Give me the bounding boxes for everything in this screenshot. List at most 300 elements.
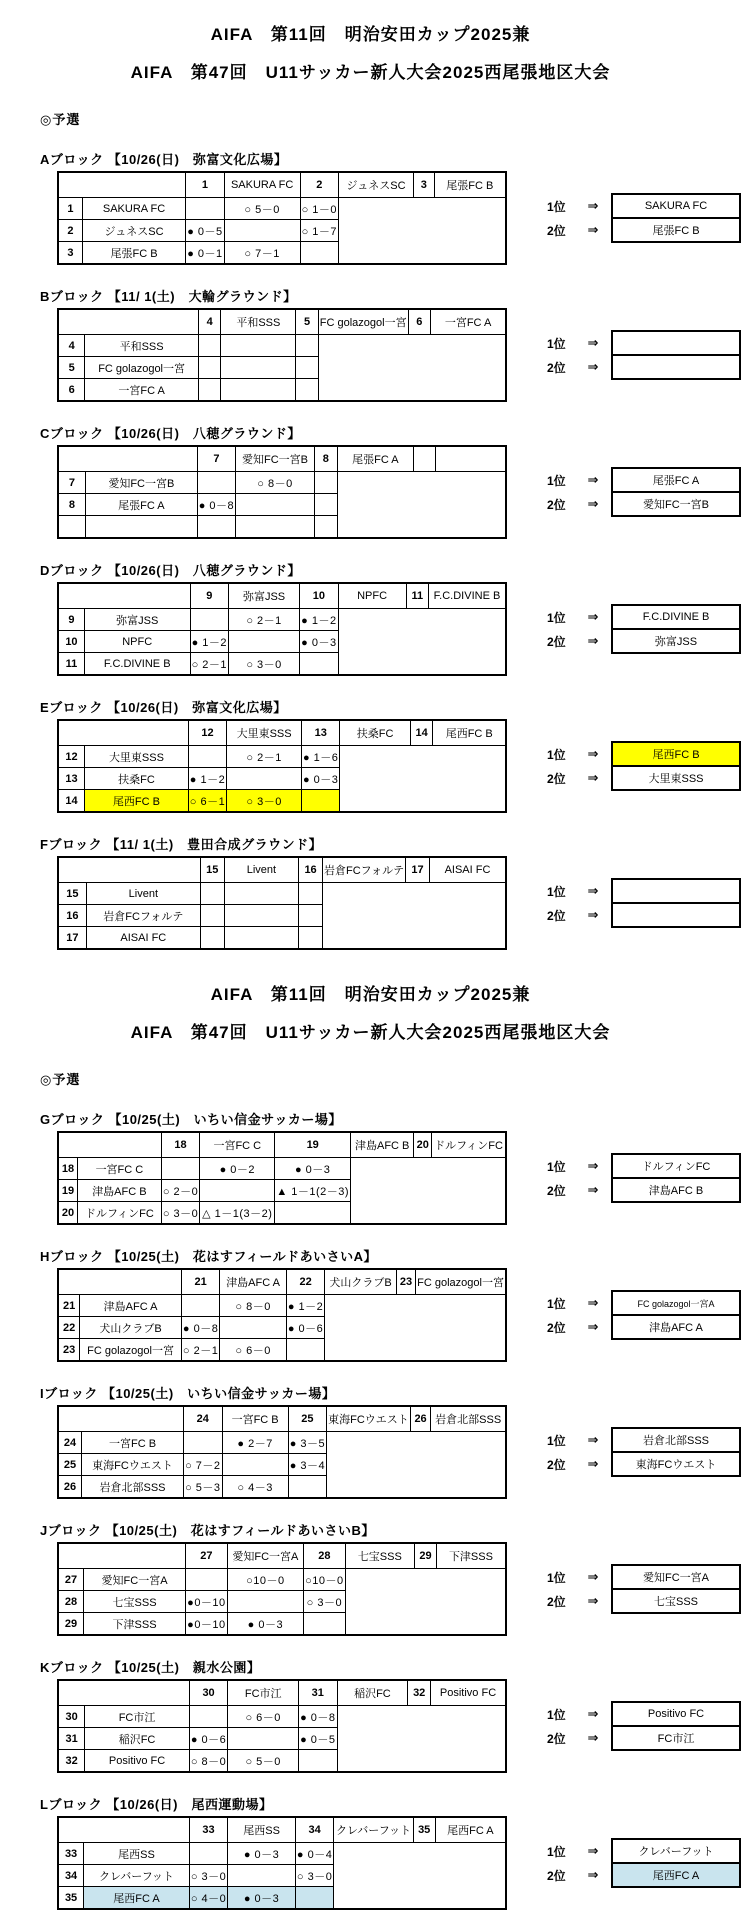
score-cell	[198, 357, 221, 379]
column-team-name: 津島AFC B	[351, 1132, 414, 1158]
score-cell: ● 1－2	[188, 768, 226, 790]
column-team-name: F.C.DIVINE B	[428, 583, 506, 609]
rank-team-box	[611, 330, 741, 356]
score-cell	[197, 516, 235, 539]
rank-team-box: 愛知FC一宮B	[611, 491, 741, 517]
block-title: Iブロック 【10/25(土) いちい信金サッカー場】	[40, 1386, 336, 1401]
block-body-row	[40, 856, 741, 950]
table-header-row	[58, 1543, 506, 1569]
table-row	[58, 631, 506, 653]
column-team-name: クレバーフット	[334, 1817, 413, 1843]
rank-label: 2位	[547, 1868, 566, 1883]
rank-label: 1位	[547, 473, 566, 488]
row-number: 34	[58, 1865, 84, 1887]
score-cell	[220, 1317, 287, 1339]
row-team-name: 津島AFC A	[80, 1295, 182, 1317]
block-body-row	[40, 308, 741, 402]
score-cell	[296, 379, 319, 402]
column-number: 18	[161, 1132, 199, 1158]
rank-row	[547, 1427, 741, 1453]
score-cell	[200, 905, 224, 927]
rank-team-box: 津島AFC B	[611, 1177, 741, 1203]
score-cell	[224, 905, 298, 927]
rank-team-box: 東海FCウエスト	[611, 1451, 741, 1477]
score-cell	[224, 927, 298, 950]
column-team-name: 下津SSS	[436, 1543, 506, 1569]
results-table	[57, 1816, 507, 1910]
score-cell	[188, 746, 226, 768]
score-cell	[161, 1158, 199, 1180]
rank-arrow-icon: ⇒	[587, 222, 599, 237]
score-cell	[224, 883, 298, 905]
column-number: 20	[414, 1132, 432, 1158]
column-team-name: 尾西FC A	[435, 1817, 506, 1843]
rank-arrow-icon: ⇒	[587, 1456, 599, 1471]
score-cell: ● 1－2	[190, 631, 228, 653]
rank-team-box: 大里東SSS	[611, 765, 741, 791]
table-row	[58, 1476, 506, 1499]
row-number: 31	[58, 1728, 85, 1750]
score-cell: ▲ 1－1(2－3)	[275, 1180, 351, 1202]
score-cell	[314, 494, 337, 516]
score-cell: ○ 8－0	[236, 472, 315, 494]
row-team-name: 平和SSS	[85, 335, 199, 357]
corner-cell	[58, 1817, 189, 1843]
block-body-row	[40, 1816, 741, 1910]
score-cell	[227, 768, 302, 790]
score-cell	[200, 927, 224, 950]
table-row	[58, 472, 506, 494]
score-cell: ● 0－6	[189, 1728, 227, 1750]
rank-label: 2位	[547, 1731, 566, 1746]
rank-label: 2位	[547, 1594, 566, 1609]
column-team-name: 尾張FC A	[337, 446, 413, 472]
row-team-name: 岩倉FCフォルテ	[86, 905, 200, 927]
column-number: 5	[296, 309, 319, 335]
rank-row	[547, 1564, 741, 1590]
row-number: 13	[58, 768, 85, 790]
row-number: 23	[58, 1339, 80, 1362]
rank-row	[547, 902, 741, 928]
row-team-name: 津島AFC B	[77, 1180, 161, 1202]
row-number: 30	[58, 1706, 85, 1728]
score-cell: ● 3－5	[288, 1432, 326, 1454]
block-title: Hブロック 【10/25(土) 花はすフィールドあいさいA】	[40, 1249, 378, 1264]
column-team-name: 一宮FC A	[431, 309, 506, 335]
corner-cell	[58, 1680, 189, 1706]
column-team-name: ドルフィンFC	[432, 1132, 506, 1158]
rank-team-box: 七宝SSS	[611, 1588, 741, 1614]
page-title-line2: AIFA 第47回 U11サッカー新人大会2025西尾張地区大会	[130, 1023, 611, 1042]
block-C	[40, 423, 741, 539]
results-table	[57, 308, 507, 402]
block-D	[40, 560, 741, 676]
table-header-row	[58, 1269, 506, 1295]
rank-label: 1位	[547, 1844, 566, 1859]
block-body-row	[40, 1405, 741, 1499]
row-team-name: クレバーフット	[84, 1865, 190, 1887]
row-team-name: 一宮FC B	[81, 1432, 183, 1454]
row-number: 9	[58, 609, 84, 631]
page-title-line1: AIFA 第11回 明治安田カップ2025兼	[210, 25, 531, 44]
table-row	[58, 905, 506, 927]
score-cell	[200, 1180, 275, 1202]
column-team-name: 平和SSS	[221, 309, 296, 335]
block-F	[40, 834, 741, 950]
rank-arrow-icon: ⇒	[587, 1867, 599, 1882]
column-number: 26	[410, 1406, 431, 1432]
column-team-name: AISAI FC	[429, 857, 506, 883]
rank-label: 2位	[547, 1183, 566, 1198]
rank-label: 2位	[547, 497, 566, 512]
rank-label: 2位	[547, 634, 566, 649]
rank-row	[547, 217, 741, 243]
section-label-qualifying: ◎予選	[40, 112, 81, 127]
score-cell: ● 0－5	[186, 220, 224, 242]
score-cell	[198, 335, 221, 357]
rank-arrow-icon: ⇒	[587, 1182, 599, 1197]
rank-arrow-icon: ⇒	[587, 496, 599, 511]
ranking-panel	[547, 330, 741, 380]
rank-arrow-icon: ⇒	[587, 335, 599, 350]
column-number: 34	[295, 1817, 333, 1843]
column-number: 10	[300, 583, 338, 609]
column-number: 33	[189, 1817, 227, 1843]
column-team-name	[436, 446, 506, 472]
column-team-name: 尾西FC B	[433, 720, 506, 746]
rank-arrow-icon: ⇒	[587, 770, 599, 785]
rank-arrow-icon: ⇒	[587, 1295, 599, 1310]
corner-cell	[58, 172, 186, 198]
rank-row	[547, 491, 741, 517]
score-cell: ○ 1－7	[300, 220, 338, 242]
table-row	[58, 198, 506, 220]
column-team-name: 弥富JSS	[229, 583, 300, 609]
table-row	[58, 1339, 506, 1362]
score-cell: ● 0－8	[181, 1317, 219, 1339]
block-title: Kブロック 【10/25(土) 親水公園】	[40, 1660, 261, 1675]
row-team-name: NPFC	[84, 631, 190, 653]
score-cell: ○ 8－0	[220, 1295, 287, 1317]
column-team-name: 稲沢FC	[337, 1680, 408, 1706]
table-row	[58, 1317, 506, 1339]
score-cell: ○ 3－0	[229, 653, 300, 676]
column-team-name: 東海FCウエスト	[327, 1406, 411, 1432]
block-body-row	[40, 171, 741, 265]
rank-label: 2位	[547, 771, 566, 786]
ranking-panel	[547, 1427, 741, 1477]
results-table	[57, 719, 507, 813]
table-row	[58, 1865, 506, 1887]
rank-row	[547, 878, 741, 904]
table-row	[58, 927, 506, 950]
column-number: 1	[186, 172, 224, 198]
column-team-name: 七宝SSS	[345, 1543, 414, 1569]
column-team-name: NPFC	[338, 583, 406, 609]
score-cell	[200, 883, 224, 905]
rank-label: 1位	[547, 1707, 566, 1722]
rank-team-box: FC golazogol一宮A	[611, 1290, 741, 1316]
score-cell: ○ 8－0	[189, 1750, 227, 1773]
row-team-name: 尾西FC B	[85, 790, 189, 813]
score-cell: ● 1－2	[300, 609, 338, 631]
row-team-name: SAKURA FC	[82, 198, 185, 220]
score-cell: ○ 2－0	[161, 1180, 199, 1202]
score-cell	[300, 653, 338, 676]
rank-label: 1位	[547, 1296, 566, 1311]
block-B	[40, 286, 741, 402]
block-title: Dブロック 【10/26(日) 八穂グラウンド】	[40, 563, 301, 578]
column-number: 22	[286, 1269, 324, 1295]
column-team-name: 一宮FC B	[222, 1406, 288, 1432]
table-header-row	[58, 720, 506, 746]
results-table	[57, 1131, 507, 1225]
block-title: Jブロック 【10/25(土) 花はすフィールドあいさいB】	[40, 1523, 375, 1538]
score-cell	[314, 472, 337, 494]
rank-row	[547, 604, 741, 630]
score-cell: ● 0－3	[275, 1158, 351, 1180]
rank-arrow-icon: ⇒	[587, 198, 599, 213]
score-cell: ● 0－4	[295, 1843, 333, 1865]
table-row	[58, 1843, 506, 1865]
row-team-name: 愛知FC一宮A	[83, 1569, 185, 1591]
corner-cell	[58, 1543, 186, 1569]
rank-team-box	[611, 902, 741, 928]
ranking-panel	[547, 604, 741, 654]
page-title-line1: AIFA 第11回 明治安田カップ2025兼	[210, 985, 531, 1004]
row-number: 29	[58, 1613, 83, 1636]
score-cell: ● 0－2	[200, 1158, 275, 1180]
column-number: 12	[188, 720, 226, 746]
rank-team-box: クレバーフット	[611, 1838, 741, 1864]
row-team-name: 尾張FC B	[82, 242, 185, 265]
rank-arrow-icon: ⇒	[587, 883, 599, 898]
column-team-name: 愛知FC一宮A	[227, 1543, 303, 1569]
column-team-name: 大里東SSS	[227, 720, 302, 746]
row-number: 10	[58, 631, 84, 653]
column-number: 23	[396, 1269, 415, 1295]
ranking-panel	[547, 1290, 741, 1340]
ranking-panel	[547, 741, 741, 791]
table-row	[58, 790, 506, 813]
rank-label: 1位	[547, 336, 566, 351]
score-cell: ○ 1－0	[300, 198, 338, 220]
score-cell: ● 0－5	[299, 1728, 337, 1750]
row-number: 25	[58, 1454, 81, 1476]
score-cell	[304, 1613, 346, 1636]
score-cell	[228, 1865, 296, 1887]
rank-row	[547, 1314, 741, 1340]
table-row	[58, 768, 506, 790]
column-number: 21	[181, 1269, 219, 1295]
rank-arrow-icon: ⇒	[587, 1843, 599, 1858]
results-table	[57, 1679, 507, 1773]
column-team-name: FC golazogol一宮	[318, 309, 408, 335]
score-cell: ○ 5－0	[228, 1750, 299, 1773]
score-cell: ● 1－6	[301, 746, 339, 768]
score-cell: ● 0－3	[228, 1843, 296, 1865]
score-cell: ○ 5－3	[184, 1476, 222, 1499]
corner-cell	[58, 446, 197, 472]
score-cell	[221, 357, 296, 379]
score-cell: ● 0－8	[299, 1706, 337, 1728]
rank-row	[547, 1177, 741, 1203]
row-team-name: 一宮FC A	[85, 379, 199, 402]
column-number: 28	[304, 1543, 346, 1569]
score-cell: △ 1－1(3－2)	[200, 1202, 275, 1225]
rank-team-box: Positivo FC	[611, 1701, 741, 1727]
table-row	[58, 1569, 506, 1591]
column-number: 6	[408, 309, 431, 335]
column-team-name: 愛知FC一宮B	[236, 446, 315, 472]
rank-row	[547, 765, 741, 791]
ranking-panel	[547, 878, 741, 928]
rank-team-box: 尾張FC A	[611, 467, 741, 493]
results-table	[57, 171, 507, 265]
score-cell: ○ 5－0	[224, 198, 300, 220]
rank-label: 1位	[547, 747, 566, 762]
column-number: 4	[198, 309, 221, 335]
score-cell: ● 0－1	[186, 242, 224, 265]
row-number: 32	[58, 1750, 85, 1773]
block-body-row	[40, 1679, 741, 1773]
column-number: 17	[406, 857, 430, 883]
score-cell: ○ 2－1	[229, 609, 300, 631]
ranking-panel	[547, 193, 741, 243]
block-J	[40, 1520, 741, 1636]
block-body-row	[40, 1131, 741, 1225]
score-cell: ● 0－3	[228, 1887, 296, 1910]
rank-team-box: 岩倉北部SSS	[611, 1427, 741, 1453]
rank-team-box: 尾西FC B	[611, 741, 741, 767]
row-team-name: 東海FCウエスト	[81, 1454, 183, 1476]
section-label-qualifying: ◎予選	[40, 1072, 81, 1087]
rank-team-box: ドルフィンFC	[611, 1153, 741, 1179]
table-header-row	[58, 1680, 506, 1706]
row-team-name: 稲沢FC	[85, 1728, 190, 1750]
table-header-row	[58, 583, 506, 609]
ranking-panel	[547, 1701, 741, 1751]
rank-arrow-icon: ⇒	[587, 472, 599, 487]
rank-arrow-icon: ⇒	[587, 1730, 599, 1745]
score-cell	[197, 472, 235, 494]
rank-row	[547, 354, 741, 380]
rank-row	[547, 1290, 741, 1316]
score-cell	[288, 1476, 326, 1499]
block-body-row	[40, 1268, 741, 1362]
row-team-name: 愛知FC一宮B	[85, 472, 197, 494]
column-team-name: FC市江	[228, 1680, 299, 1706]
row-team-name: FC golazogol一宮	[80, 1339, 182, 1362]
column-number: 8	[314, 446, 337, 472]
row-team-name: 尾西SS	[84, 1843, 190, 1865]
rank-team-box: FC市江	[611, 1725, 741, 1751]
table-row	[58, 1454, 506, 1476]
table-row	[58, 1706, 506, 1728]
row-number: 12	[58, 746, 85, 768]
table-row	[58, 1158, 506, 1180]
rank-arrow-icon: ⇒	[587, 1158, 599, 1173]
row-number: 1	[58, 198, 82, 220]
table-row	[58, 1432, 506, 1454]
score-cell: ○ 6－0	[220, 1339, 287, 1362]
column-team-name: 扶桑FC	[340, 720, 410, 746]
row-number: 18	[58, 1158, 77, 1180]
table-row	[58, 1750, 506, 1773]
block-title: Gブロック 【10/25(土) いちい信金サッカー場】	[40, 1112, 342, 1127]
score-cell: ● 0－3	[227, 1613, 303, 1636]
rank-label: 2位	[547, 1457, 566, 1472]
row-number: 14	[58, 790, 85, 813]
rank-label: 2位	[547, 908, 566, 923]
rank-team-box	[611, 878, 741, 904]
score-cell	[275, 1202, 351, 1225]
row-team-name: 尾西FC A	[84, 1887, 190, 1910]
rank-row	[547, 628, 741, 654]
table-row	[58, 1295, 506, 1317]
column-number: 31	[299, 1680, 337, 1706]
table-row	[58, 1202, 506, 1225]
rank-arrow-icon: ⇒	[587, 1319, 599, 1334]
rank-row	[547, 1725, 741, 1751]
score-cell: ● 1－2	[286, 1295, 324, 1317]
row-team-name: 尾張FC A	[85, 494, 197, 516]
row-number: 5	[58, 357, 85, 379]
row-number: 17	[58, 927, 86, 950]
column-team-name: Positivo FC	[431, 1680, 506, 1706]
corner-cell	[58, 583, 190, 609]
results-table	[57, 1268, 507, 1362]
rank-arrow-icon: ⇒	[587, 907, 599, 922]
score-cell	[189, 1843, 227, 1865]
score-cell: ○ 2－1	[190, 653, 228, 676]
score-cell: ○ 3－0	[161, 1202, 199, 1225]
rank-label: 2位	[547, 360, 566, 375]
results-table	[57, 582, 507, 676]
column-number: 13	[301, 720, 339, 746]
rank-label: 2位	[547, 1320, 566, 1335]
row-team-name: FC市江	[85, 1706, 190, 1728]
block-E	[40, 697, 741, 813]
score-cell	[314, 516, 337, 539]
column-number: 30	[189, 1680, 227, 1706]
table-row	[58, 883, 506, 905]
table-row	[58, 1180, 506, 1202]
row-number: 19	[58, 1180, 77, 1202]
column-number: 19	[275, 1132, 351, 1158]
block-K	[40, 1657, 741, 1773]
rank-arrow-icon: ⇒	[587, 1593, 599, 1608]
table-row	[58, 746, 506, 768]
score-cell: ○ 4－3	[222, 1476, 288, 1499]
score-cell	[301, 790, 339, 813]
score-cell: ○ 3－0	[304, 1591, 346, 1613]
row-team-name: 犬山クラブB	[80, 1317, 182, 1339]
table-row	[58, 516, 506, 539]
column-team-name: 尾西SS	[228, 1817, 296, 1843]
page-title-line2: AIFA 第47回 U11サッカー新人大会2025西尾張地区大会	[130, 63, 611, 82]
rank-row	[547, 193, 741, 219]
column-number: 16	[299, 857, 323, 883]
score-cell: ●0－10	[186, 1613, 228, 1636]
column-team-name: FC golazogol一宮	[416, 1269, 506, 1295]
score-cell	[299, 927, 323, 950]
row-team-name: ドルフィンFC	[77, 1202, 161, 1225]
column-team-name: 岩倉北部SSS	[431, 1406, 506, 1432]
column-team-name: 一宮FC C	[200, 1132, 275, 1158]
page-section-1	[0, 0, 741, 950]
score-cell	[198, 379, 221, 402]
